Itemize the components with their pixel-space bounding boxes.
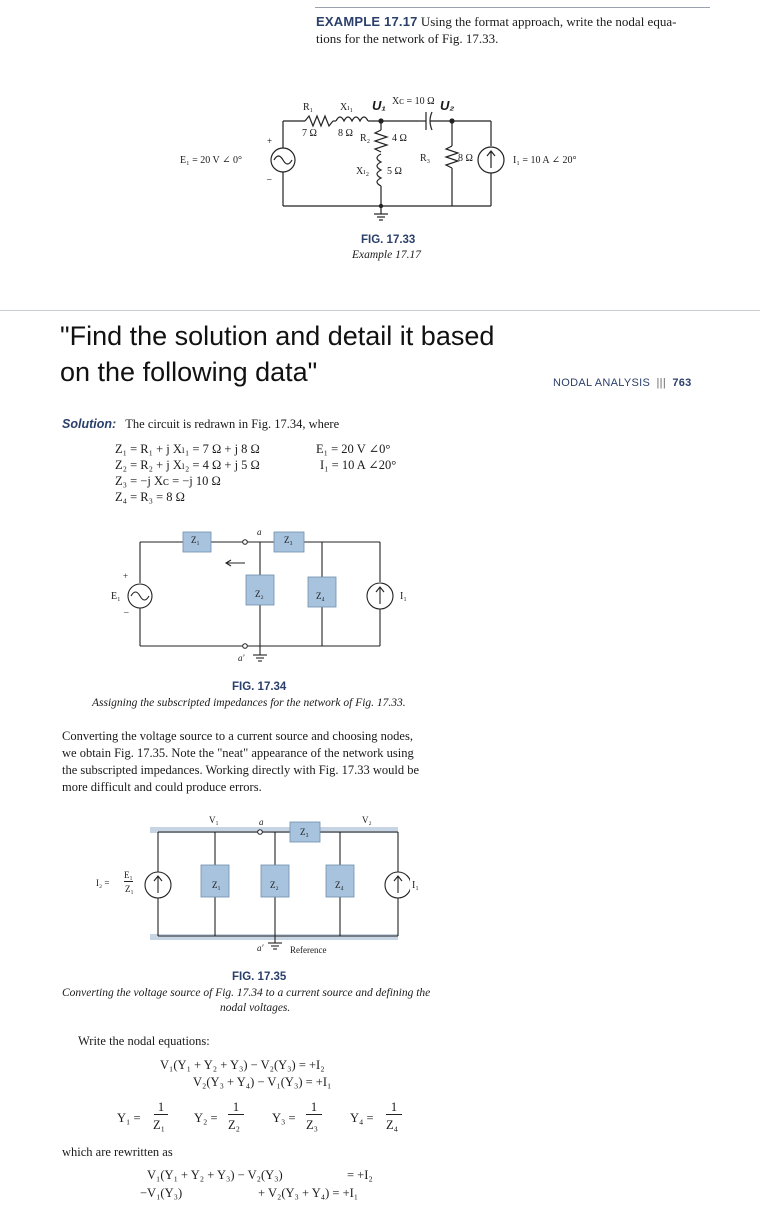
prompt-line-1: "Find the solution and detail it based <box>60 321 495 351</box>
fig1735-z1-denominator: Z₁ <box>125 884 134 894</box>
solution-text: The circuit is redrawn in Fig. 17.34, where <box>125 417 340 431</box>
y4-numerator: 1 <box>386 1100 402 1115</box>
page-sep: ||| <box>656 377 666 389</box>
fig1733-xl2-value: 5 Ω <box>387 166 402 177</box>
fig1735-node-a: a <box>259 817 264 827</box>
fig1735-number: FIG. 17.35 <box>232 971 287 983</box>
fig1733-r1-value: 7 Ω <box>302 128 317 139</box>
fig1733-r2-value: 4 Ω <box>392 133 407 144</box>
fig1733-xl1: Xₗ₁ <box>340 102 354 113</box>
fig1735-v2: V₂ <box>362 815 372 825</box>
fig1733-r2: R₂ <box>360 133 371 144</box>
y3-denominator: Z₃ <box>306 1118 318 1132</box>
rewritten-eq2-lhs: −V₁(Y₃) <box>140 1186 183 1200</box>
y1-denominator: Z₁ <box>153 1118 165 1132</box>
fig1734-z4: Z₄ <box>316 591 325 601</box>
fig1733-u2: U₂ <box>440 98 455 113</box>
fig1735-caption-2: nodal voltages. <box>220 1002 291 1014</box>
nodal-equation-2: V₂(Y₃ + Y₄) − V₁(Y₃) = +I₁ <box>193 1075 332 1089</box>
fig1733-number: FIG. 17.33 <box>361 234 416 246</box>
fig1735-z2: Z₂ <box>270 880 279 890</box>
fig1734-node-a-prime: a′ <box>238 653 245 663</box>
page-number: 763 <box>672 377 692 389</box>
equations-intro: Write the nodal equations: <box>78 1034 210 1048</box>
nodal-equation-1: V₁(Y₁ + Y₂ + Y₃) − V₂(Y₃) = +I₂ <box>160 1058 325 1072</box>
paragraph-line-3: the subscripted impedances. Working directly with Fig. 17.33 would be <box>62 763 420 777</box>
example-text-2: tions for the network of Fig. 17.33. <box>316 31 499 46</box>
y4-label: Y₄ = <box>350 1111 374 1125</box>
paragraph-line-1: Converting the voltage source to a current source and choosing nodes, <box>62 729 413 743</box>
fig1733-u1: U₁ <box>372 98 386 113</box>
solution-line <box>62 416 339 432</box>
fig1734-minus: – <box>124 607 129 617</box>
fig1733-r1: R₁ <box>303 102 314 113</box>
y4-denominator: Z₄ <box>386 1118 398 1132</box>
page-header <box>553 377 692 389</box>
rewritten-eq2-rhs: + V₂(Y₃ + Y₄) = +I₁ <box>258 1186 359 1200</box>
fig1735-z3: Z₃ <box>300 827 309 837</box>
fig1734-z2: Z₂ <box>255 589 264 599</box>
fig1733-xl2: Xₗ₂ <box>356 166 370 177</box>
fig1735-caption-1: Converting the voltage source of Fig. 17.34 to a current source and defining the <box>62 987 431 999</box>
y3-label: Y₃ = <box>272 1111 296 1125</box>
fig1735-i1: I₁ <box>412 880 419 891</box>
rewritten-eq1-lhs: V₁(Y₁ + Y₂ + Y₃) − V₂(Y₃) <box>147 1168 283 1182</box>
fig1734-plus: + <box>123 571 129 581</box>
fig1733-r3-value: 8 Ω <box>458 153 473 164</box>
fig1734-number: FIG. 17.34 <box>232 681 287 693</box>
e1-plus: + <box>267 136 273 146</box>
prompt-line-2: on the following data" <box>60 357 318 387</box>
fig1735-z1: Z₁ <box>212 880 221 890</box>
header-rule <box>315 7 710 8</box>
fig1734-i1: I₁ <box>400 591 407 602</box>
e1-minus: – <box>267 174 272 184</box>
fig1734-z3: Z₃ <box>284 535 293 545</box>
figure-17-34-circuit <box>100 525 440 675</box>
e1-def: E₁ = 20 V ∠0° <box>316 442 391 456</box>
rewritten-eq1-rhs: = +I₂ <box>347 1168 373 1182</box>
example-heading <box>316 13 676 30</box>
fig1734-z1: Z₁ <box>191 535 200 545</box>
rewritten-text: which are rewritten as <box>62 1145 173 1159</box>
y2-denominator: Z₂ <box>228 1118 240 1132</box>
z1-def: Z₁ = R₁ + j Xₗ₁ = 7 Ω + j 8 Ω <box>115 442 260 456</box>
z2-def: Z₂ = R₂ + j Xₗ₂ = 4 Ω + j 5 Ω <box>115 458 260 472</box>
fig1734-e1: E₁ <box>111 591 121 602</box>
example-text-1: Using the format approach, write the nodal equa- <box>420 14 677 29</box>
section-divider <box>0 310 760 311</box>
fig1735-reference: Reference <box>290 945 327 955</box>
fig1735-i2-label: I₂ = <box>96 878 110 888</box>
example-label: EXAMPLE 17.17 <box>316 14 418 29</box>
fig1735-z4: Z₄ <box>335 880 344 890</box>
reference-bar <box>150 934 398 940</box>
solution-label: Solution: <box>62 417 117 431</box>
paragraph-line-2: we obtain Fig. 17.35. Note the "neat" appearance of the network using <box>62 746 414 760</box>
fig1733-r3: R₃ <box>420 153 431 164</box>
fig1733-xl1-value: 8 Ω <box>338 128 353 139</box>
z4-def: Z₄ = R₃ = 8 Ω <box>115 490 185 504</box>
y1-label: Y₁ = <box>117 1111 141 1125</box>
paragraph-line-4: more difficult and could produce errors. <box>62 780 262 794</box>
y2-numerator: 1 <box>228 1100 244 1115</box>
y3-numerator: 1 <box>306 1100 322 1115</box>
fig1733-i1: I₁ = 10 A ∠ 20° <box>513 155 577 166</box>
fig1733-e1: E₁ = 20 V ∠ 0° <box>180 155 242 166</box>
fig1734-caption: Assigning the subscripted impedances for the network of Fig. 17.33. <box>92 697 406 709</box>
y1-numerator: 1 <box>154 1100 168 1115</box>
fig1734-node-a: a <box>257 527 262 537</box>
fig1735-v1: V₁ <box>209 815 219 825</box>
fig1733-caption: Example 17.17 <box>352 249 421 261</box>
fig1733-xc: Xᴄ = 10 Ω <box>392 96 435 107</box>
fig1735-node-a-prime: a′ <box>257 943 264 953</box>
fig1735-e1: E₁ <box>124 870 133 880</box>
i1-def: I₁ = 10 A ∠20° <box>320 458 397 472</box>
y2-label: Y₂ = <box>194 1111 218 1125</box>
page-section: NODAL ANALYSIS <box>553 377 651 389</box>
z3-def: Z₃ = −j Xᴄ = −j 10 Ω <box>115 474 221 488</box>
